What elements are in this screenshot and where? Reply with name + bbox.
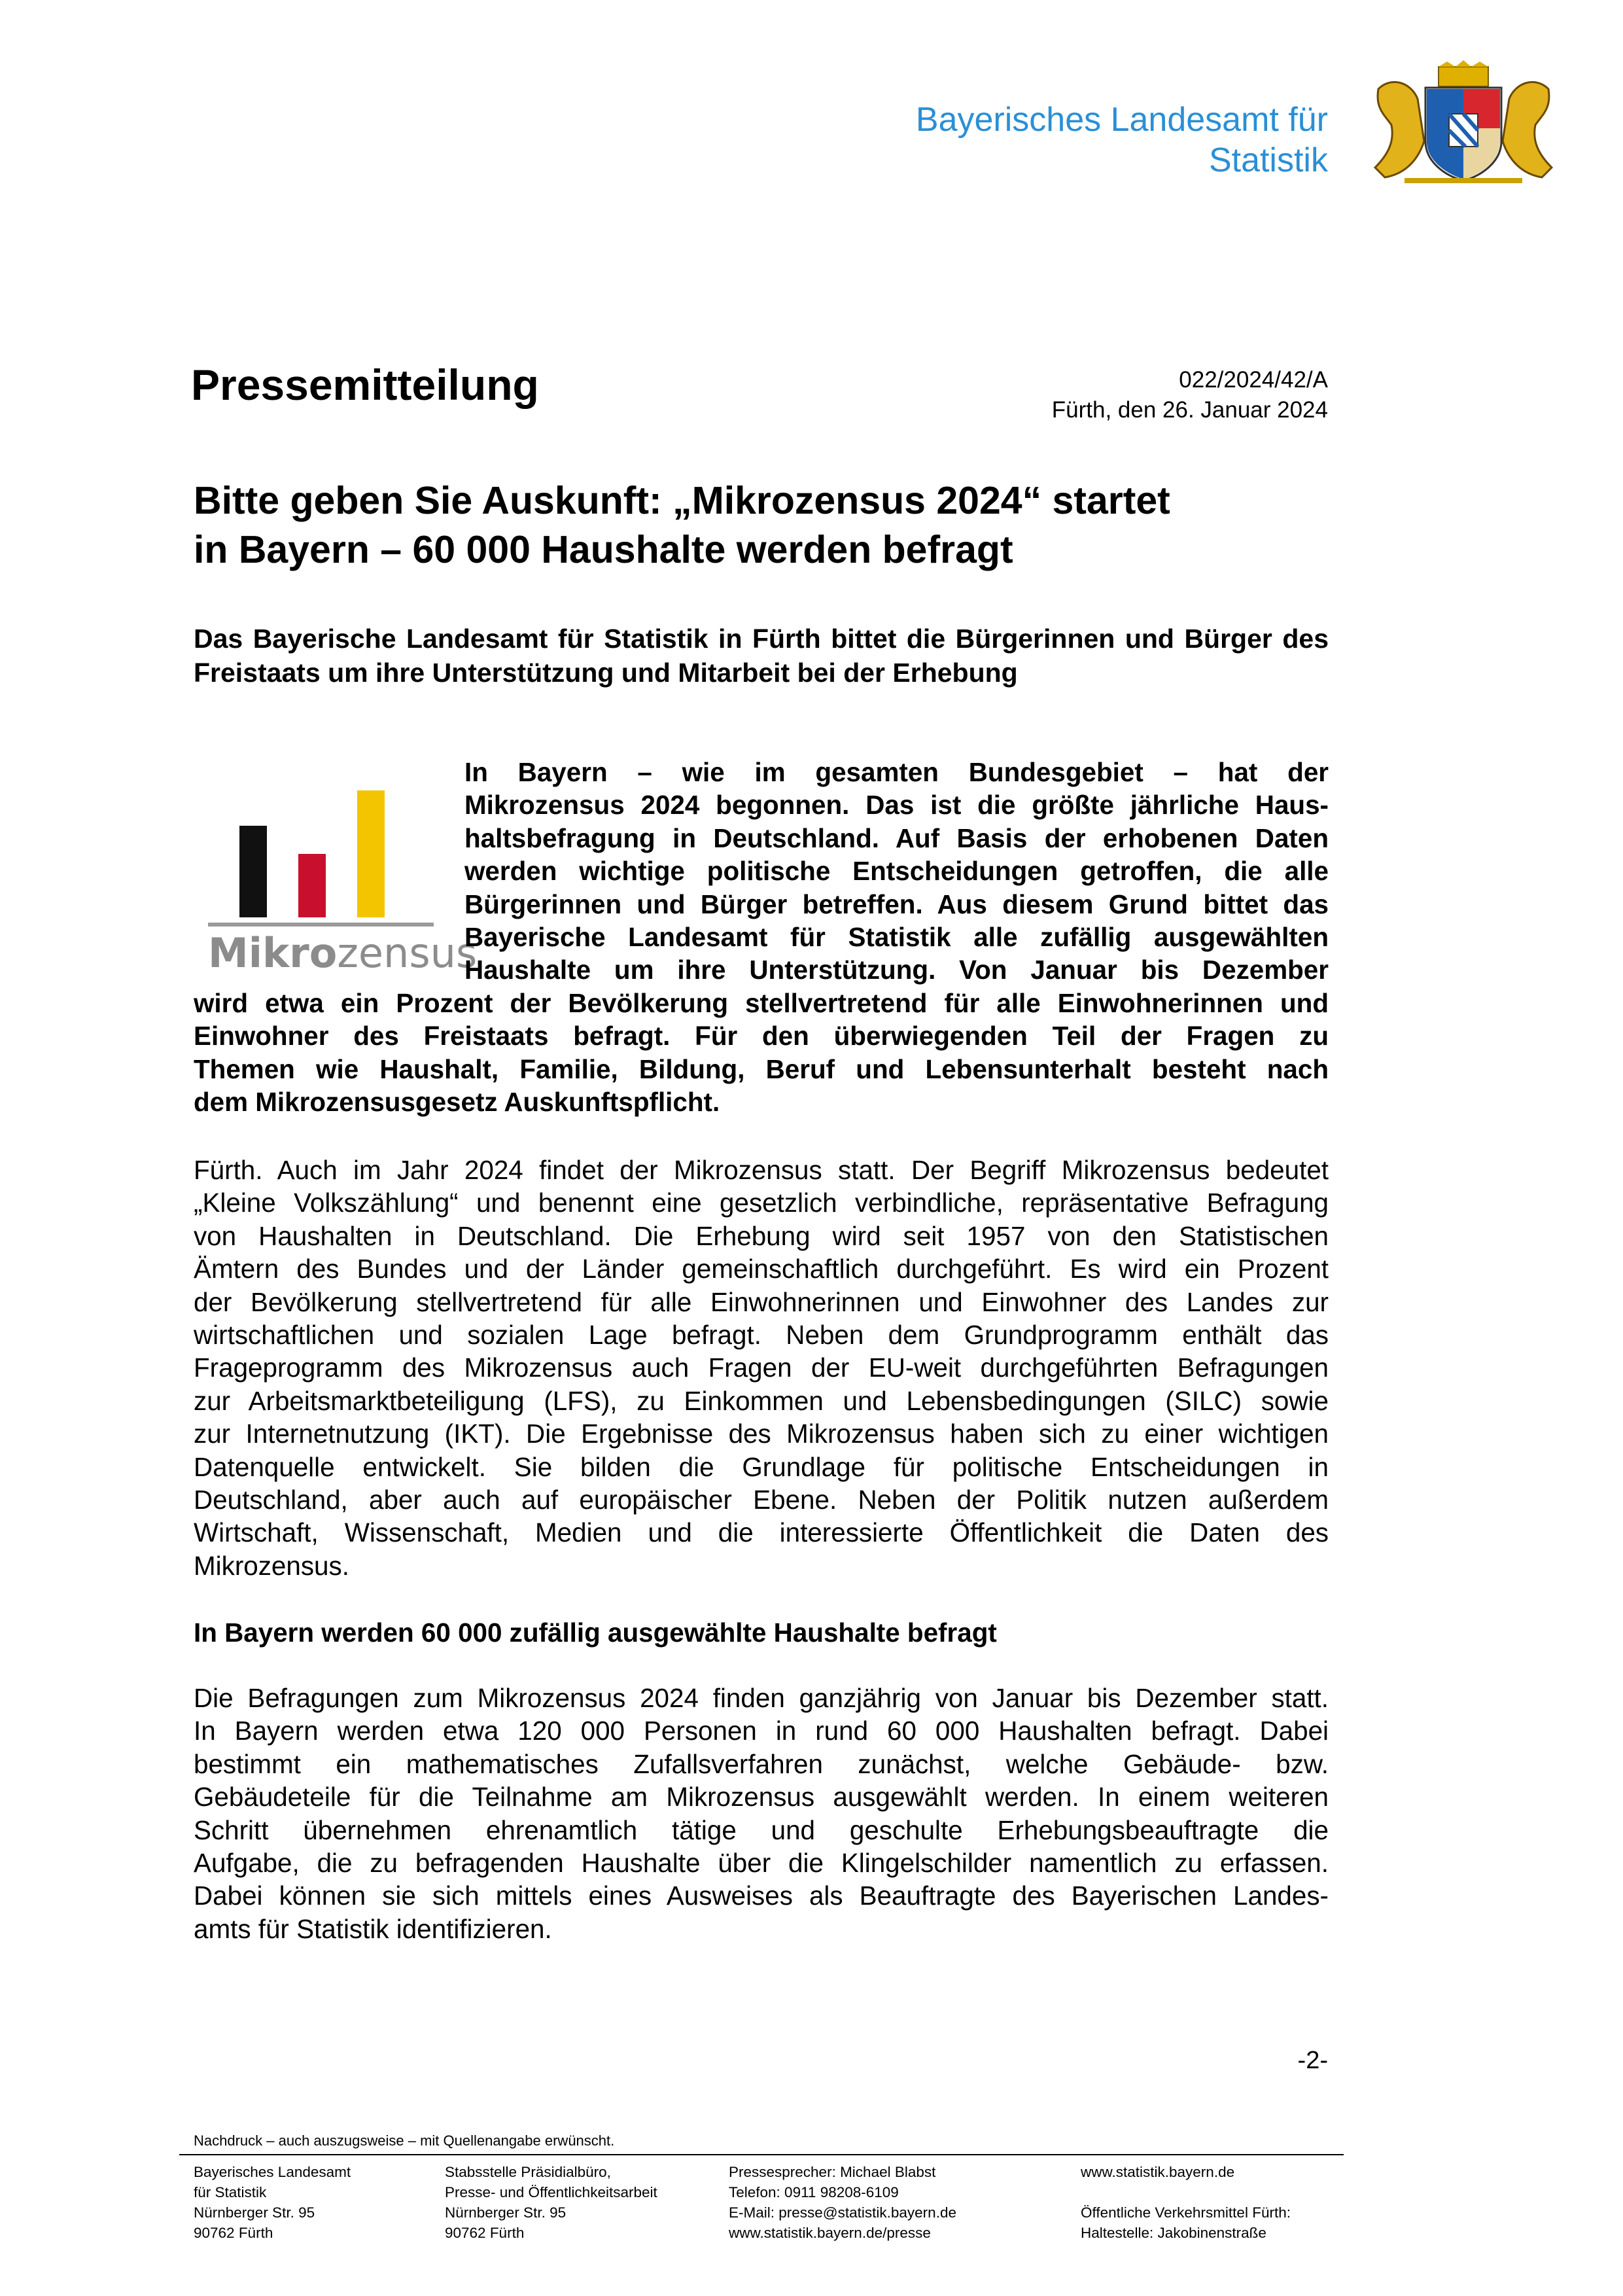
body-paragraph-1 [194,1154,1329,1582]
footer-line: Presse- und Öffentlichkeitsarbeit [445,2184,657,2200]
paragraph-line: Dabei können sie sich mittels eines Ausweises als Beauftragte des Bayerischen Landes- [194,1881,1329,1911]
paragraph-line: In Bayern werden etwa 120 000 Personen in rund 60 000 Haushalten befragt. Dabei [194,1716,1329,1746]
lead-line: dem Mikrozensusgesetz Auskunftspflicht. [194,1087,720,1118]
footer-line: für Statistik [194,2184,267,2200]
organization-name-line2: Statistik [1208,141,1328,179]
bavarian-coat-of-arms-icon [1365,63,1562,186]
footer-line: Haltestelle: Jakobinenstraße [1081,2225,1266,2241]
paragraph-line: Datenquelle entwickelt. Sie bilden die Grundlage für politische Entscheidungen in [194,1451,1329,1482]
reference-number: 022/2024/42/A [1179,367,1328,393]
organization-name-line1: Bayerisches Landesamt für [915,101,1328,139]
footer-line: Pressesprecher: Michael Blabst [729,2164,936,2180]
paragraph-line: Fürth. Auch im Jahr 2024 findet der Mikrozensus statt. Der Begriff Mikrozensus bedeutet [194,1155,1329,1185]
paragraph-line: Die Befragungen zum Mikrozensus 2024 finden ganzjährig von Januar bis Dezember statt. [194,1683,1329,1713]
paragraph-line: Frageprogramm des Mikrozensus auch Fragen der EU-weit durchgeführten Befragungen [194,1352,1329,1383]
lead-line: haltsbefragung in Deutschland. Auf Basis der erhobenen Daten [464,822,1329,853]
place-and-date: Fürth, den 26. Januar 2024 [1051,397,1328,423]
footer-divider [179,2154,1344,2155]
footer-line: 90762 Fürth [194,2225,273,2241]
footer-website-link[interactable]: www.statistik.bayern.de [1081,2164,1235,2180]
subheadline: Das Bayerische Landesamt für Statistik in Fürth bittet die Bürgerinnen und Bürger des Freistaats um ihre Unterstützung und Mitarbeit bei der Erhebung [194,624,1329,688]
press-release-title: Pressemitteilung [191,361,539,409]
paragraph-line: zur Internetnutzung (IKT). Die Ergebnisse des Mikrozensus haben sich zu einer wichtigen [194,1419,1329,1449]
paragraph-line: Schritt übernehmen ehrenamtlich tätige und geschulte Erhebungsbeauftragte die [194,1814,1329,1845]
page-number: -2- [1297,2047,1328,2074]
headline-line1: Bitte geben Sie Auskunft: „Mikrozensus 2024“ startet [194,479,1170,522]
footer-line: Bayerisches Landesamt [194,2164,351,2180]
footer-line: 90762 Fürth [445,2225,525,2241]
paragraph-line: von Haushalten in Deutschland. Die Erhebung wird seit 1957 von den Statistischen [194,1220,1329,1251]
footer-column-contact [729,2162,956,2243]
footer-line: Nürnberger Str. 95 [194,2204,315,2221]
headline [194,476,1338,574]
paragraph-line: Gebäudeteile für die Teilnahme am Mikrozensus ausgewählt werden. In einem weiteren [194,1782,1329,1812]
paragraph-line: „Kleine Volkszählung“ und benennt eine gesetzlich verbindliche, repräsentative Befragung [194,1188,1329,1218]
lead-line: wird etwa ein Prozent der Bevölkerung stellvertretend für alle Einwohnerinnen und [194,987,1329,1018]
footer-line: Stabsstelle Präsidialbüro, [445,2164,611,2180]
paragraph-line: wirtschaftlichen und sozialen Lage befragt. Neben dem Grundprogramm enthält das [194,1320,1329,1351]
footer-column-address [194,2162,351,2243]
headline-line2: in Bayern – 60 000 Haushalte werden befragt [194,528,1013,571]
body-paragraph-2 [194,1682,1329,1945]
paragraph-line: der Bevölkerung stellvertretend für alle Einwohnerinnen und Einwohner des Landes zur [194,1286,1329,1317]
lead-line: In Bayern – wie im gesamten Bundesgebiet – hat der [464,757,1329,787]
press-release-reference [981,365,1328,425]
paragraph-line: Wirtschaft, Wissenschaft, Medien und die interessierte Öffentlichkeit die Daten des [194,1517,1329,1548]
paragraph-line: Deutschland, aber auch auf europäischer Ebene. Neben der Politik nutzen außerdem [194,1485,1329,1515]
paragraph-line: Aufgabe, die zu befragenden Haushalte über die Klingelschilder namentlich zu erfassen. [194,1848,1329,1879]
lead-line: Themen wie Haushalt, Familie, Bildung, Beruf und Lebensunterhalt besteht nach [194,1053,1329,1084]
paragraph-line: Ämtern des Bundes und der Länder gemeinschaftlich durchgeführt. Es wird ein Prozent [194,1254,1329,1284]
footer-column-press-office [445,2162,657,2243]
footer-line: Öffentliche Verkehrsmittel Fürth: [1081,2204,1291,2221]
reprint-note: Nachdruck – auch auszugsweise – mit Quellenangabe erwünscht. [194,2132,615,2149]
lead-line: Bayerische Landesamt für Statistik alle zufällig ausgewählten [464,922,1329,953]
lead-line: Einwohner des Freistaats befragt. Für den überwiegenden Teil der Fragen zu [194,1021,1329,1051]
lead-line: Bürgerinnen und Bürger betreffen. Aus diesem Grund bittet das [464,889,1329,919]
organization-name [850,99,1328,181]
footer-column-web-transport [1081,2162,1291,2243]
section-heading: In Bayern werden 60 000 zufällig ausgewählte Haushalte befragt [194,1617,997,1648]
footer-line: Nürnberger Str. 95 [445,2204,567,2221]
paragraph-line: Mikrozensus. [194,1550,349,1581]
footer-line: Telefon: 0911 98208-6109 [729,2184,899,2200]
lead-line: werden wichtige politische Entscheidungen getroffen, die alle [464,856,1329,887]
paragraph-line: amts für Statistik identifizieren. [194,1913,552,1944]
footer-press-link[interactable]: www.statistik.bayern.de/presse [729,2225,931,2241]
lead-line: Haushalte um ihre Unterstützung. Von Januar bis Dezember [464,955,1329,985]
lead-paragraph [194,756,1329,1118]
footer-email-link[interactable]: E-Mail: presse@statistik.bayern.de [729,2204,956,2221]
paragraph-line: zur Arbeitsmarktbeteiligung (LFS), zu Einkommen und Lebensbedingungen (SILC) sowie [194,1385,1329,1416]
paragraph-line: bestimmt ein mathematisches Zufallsverfahren zunächst, welche Gebäude- bzw. [194,1748,1329,1779]
lead-line: Mikrozensus 2024 begonnen. Das ist die größte jährliche Haus- [464,790,1329,821]
footer-line [1081,2182,1291,2202]
logo-wordmark: Mikrozensus [208,929,478,977]
